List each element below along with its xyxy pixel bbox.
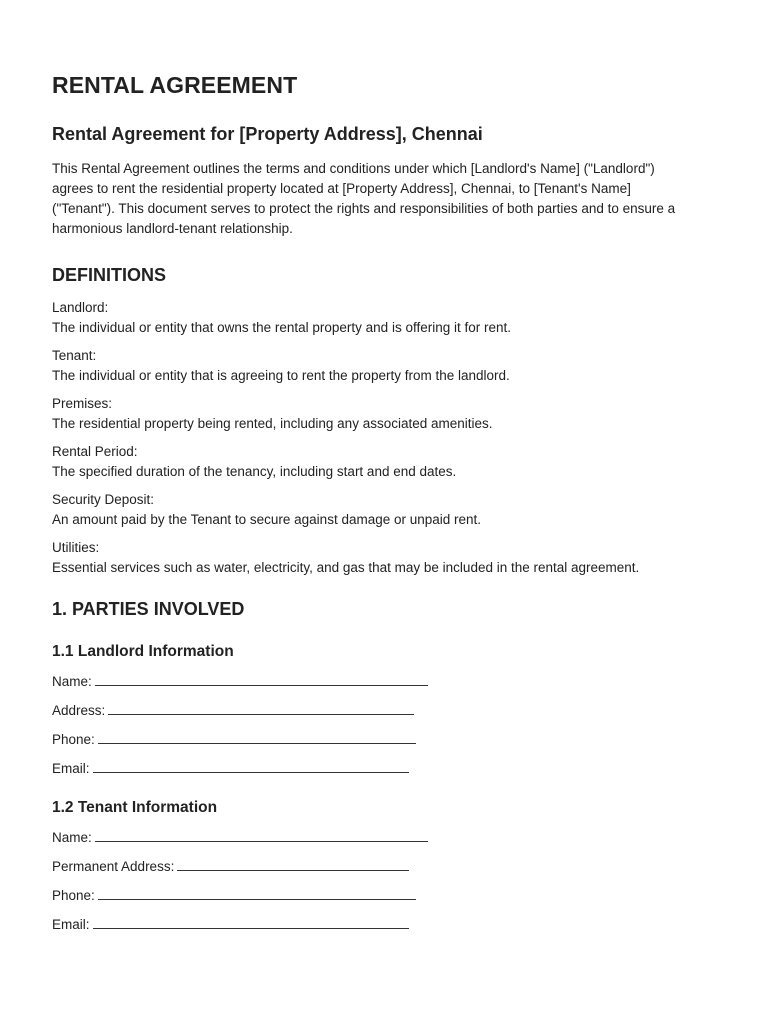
tenant-permanent-address-field — [52, 857, 718, 886]
definition-description: The residential property being rented, including any associated amenities. — [52, 415, 493, 431]
field-label: Email: — [52, 761, 90, 776]
tenant-email-field — [52, 915, 718, 944]
document-title: RENTAL AGREEMENT — [52, 72, 298, 98]
definition-item — [52, 346, 672, 385]
parties-heading: 1. PARTIES INVOLVED — [52, 599, 245, 619]
landlord-email-blank[interactable] — [93, 759, 409, 773]
field-label: Permanent Address: — [52, 859, 175, 874]
field-label: Phone: — [52, 888, 95, 903]
definition-description: An amount paid by the Tenant to secure against damage or unpaid rent. — [52, 511, 482, 527]
landlord-phone-field — [52, 730, 718, 759]
landlord-info-heading: 1.1 Landlord Information — [52, 643, 234, 660]
landlord-address-blank[interactable] — [108, 701, 414, 715]
landlord-phone-blank[interactable] — [98, 730, 416, 744]
field-label: Address: — [52, 703, 106, 718]
definition-term: Rental Period: — [52, 444, 138, 459]
tenant-fields — [52, 828, 718, 944]
intro-paragraph: This Rental Agreement outlines the terms and conditions under which [Landlord's Name] ("Landlord") agrees to rent the residential property located at [Property Address], Chennai, to [Tenant's Name] ("Tenant"). This document serves to protect the rights and responsibilities of both parties and to ensure a harmonious landlord-tenant relationship. — [52, 161, 676, 236]
tenant-permanent-address-blank[interactable] — [177, 857, 409, 871]
definitions-list — [52, 298, 718, 577]
document-subtitle: Rental Agreement for [Property Address], Chennai — [52, 124, 483, 144]
definitions-heading: DEFINITIONS — [52, 265, 167, 285]
tenant-name-field — [52, 828, 718, 857]
tenant-email-blank[interactable] — [93, 915, 409, 929]
definition-item — [52, 298, 672, 337]
field-label: Phone: — [52, 732, 95, 747]
definition-item — [52, 394, 672, 433]
definition-item — [52, 442, 672, 481]
landlord-email-field — [52, 759, 718, 788]
definition-description: The individual or entity that owns the rental property and is offering it for rent. — [52, 319, 511, 335]
definition-term: Landlord: — [52, 300, 109, 315]
definition-description: The specified duration of the tenancy, including start and end dates. — [52, 463, 457, 479]
field-label: Name: — [52, 674, 92, 689]
definition-term: Premises: — [52, 396, 113, 411]
field-label: Email: — [52, 917, 90, 932]
definition-term: Tenant: — [52, 348, 97, 363]
tenant-name-blank[interactable] — [95, 828, 428, 842]
field-label: Name: — [52, 830, 92, 845]
definition-description: Essential services such as water, electricity, and gas that may be included in the rental agreement. — [52, 559, 640, 575]
tenant-phone-field — [52, 886, 718, 915]
tenant-phone-blank[interactable] — [98, 886, 416, 900]
definition-item — [52, 538, 672, 577]
landlord-fields — [52, 672, 718, 788]
definition-term: Utilities: — [52, 540, 100, 555]
landlord-name-blank[interactable] — [95, 672, 428, 686]
landlord-name-field — [52, 672, 718, 701]
definition-item — [52, 490, 672, 529]
definition-description: The individual or entity that is agreeing to rent the property from the landlord. — [52, 367, 510, 383]
landlord-address-field — [52, 701, 718, 730]
definition-term: Security Deposit: — [52, 492, 155, 507]
tenant-info-heading: 1.2 Tenant Information — [52, 799, 218, 816]
